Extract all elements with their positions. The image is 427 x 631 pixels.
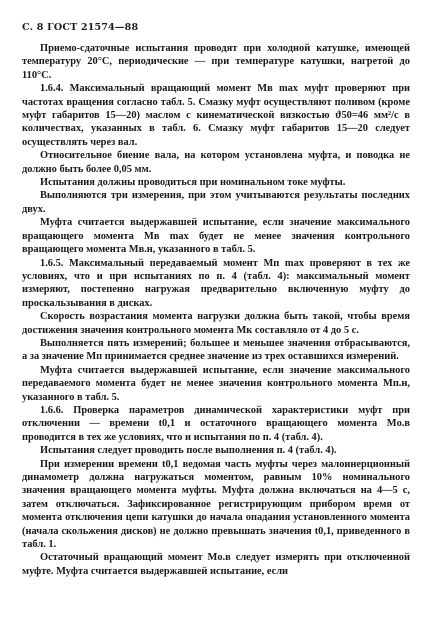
paragraph: Муфта считается выдержавшей испытание, если значение максимального вращающего момента Mв max будет не менее значения контрольного вращающего момента Mв.н, указанного в табл. 5.	[22, 217, 410, 256]
paragraph: 1.6.6. Проверка параметров динамической характеристики муфт при отключении — времени t0,1 и остаточного вращающего момента Mо.в проводится в тех же условиях, что и испытания по п. 4 (табл. 4).	[22, 404, 410, 443]
paragraph: Приемо-сдаточные испытания проводят при холодной катушке, имеющей температуру 20°С, периодические — при температуре катушки, нагретой до 110°С.	[22, 43, 410, 81]
standard-number: ГОСТ 21574—88	[47, 22, 139, 33]
paragraph: Выполняется пять измерений; большее и меньшее значения отбрасываются, а за значение Mп принимается среднее значение из трех оставшихся измерений.	[22, 337, 410, 363]
page-number: С. 8	[22, 22, 44, 33]
paragraph: Испытания следует проводить после выполнения п. 4 (табл. 4).	[40, 445, 337, 457]
paragraph: Выполняются три измерения, при этом учитываются результаты последних двух.	[22, 190, 410, 215]
body-text	[22, 42, 410, 578]
paragraph: Остаточный вращающий момент Mо.в следует измерять при отключенной муфте. Муфта считается выдержавшей испытание, если	[22, 552, 410, 577]
paragraph: Муфта считается выдержавшей испытание, если значение максимального передаваемого момента будет не менее значения контрольного момента Mп.н, указанного в табл. 5.	[22, 364, 410, 403]
paragraph: Скорость возрастания момента нагрузки должна быть такой, чтобы время достижения значения контрольного момента Mк составляло от 4 до 5 с.	[22, 311, 410, 336]
paragraph: 1.6.4. Максимальный вращающий момент Mв max муфт проверяют при частотах вращения согласно табл. 5. Смазку муфт осуществляют поливом (кроме муфт габаритов 15—20) маслом с кинематической вязкостью ϑ50=46 мм²/с в количествах, указанных в табл. 6. Смазку муфт габаритов 15—20 следует осуществлять через вал.	[22, 83, 410, 148]
paragraph: Испытания должны проводиться при номинальном токе муфты.	[40, 177, 346, 189]
paragraph: При измерении времени t0,1 ведомая часть муфты через малоинерционный динамометр должна нагружаться моментом, равным 10% номинального значения вращающего момента муфты. Муфта должна включаться на 4—5 с, затем отключаться. Зафиксированное регистрирующим прибором время от момента отключения цепи катушки до начала опадания установленного момента (начала скольжения дисков) не должно превышать значения t0,1, приведенного в табл. 1.	[22, 458, 410, 551]
paragraph: Относительное биение вала, на котором установлена муфта, и поводка не должно быть более 0,05 мм.	[22, 150, 410, 175]
page-header	[22, 22, 410, 42]
paragraph: 1.6.5. Максимальный передаваемый момент Mп max проверяют в тех же условиях, что и при испытаниях по п. 4 (табл. 4): максимальный момент измеряют, постепенно нагружая предварительно включенную муфту до проскальзывания в дисках.	[22, 257, 410, 309]
